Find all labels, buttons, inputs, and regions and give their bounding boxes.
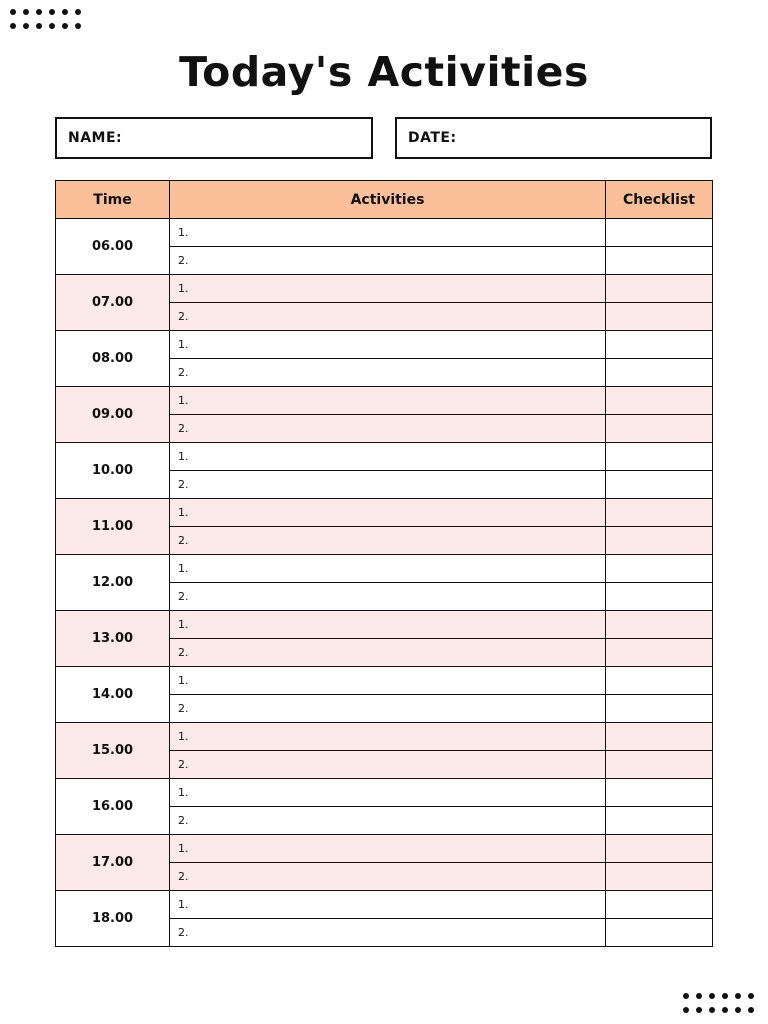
checklist-cell[interactable] bbox=[606, 835, 713, 863]
activity-cell[interactable]: 1. bbox=[170, 275, 606, 303]
activity-cell[interactable]: 2. bbox=[170, 247, 606, 275]
activity-cell[interactable]: 1. bbox=[170, 331, 606, 359]
time-cell: 12.00 bbox=[56, 555, 170, 611]
activity-cell[interactable]: 2. bbox=[170, 751, 606, 779]
activity-cell[interactable]: 2. bbox=[170, 863, 606, 891]
checklist-cell[interactable] bbox=[606, 863, 713, 891]
checklist-cell[interactable] bbox=[606, 695, 713, 723]
table-row bbox=[56, 275, 713, 303]
decorative-dots-top bbox=[10, 9, 81, 29]
time-cell: 14.00 bbox=[56, 667, 170, 723]
activity-cell[interactable]: 2. bbox=[170, 639, 606, 667]
activity-cell[interactable]: 1. bbox=[170, 219, 606, 247]
checklist-cell[interactable] bbox=[606, 807, 713, 835]
checklist-cell[interactable] bbox=[606, 555, 713, 583]
activity-cell[interactable]: 2. bbox=[170, 919, 606, 947]
checklist-cell[interactable] bbox=[606, 891, 713, 919]
table-row bbox=[56, 835, 713, 863]
table-header-row bbox=[56, 181, 713, 219]
checklist-cell[interactable] bbox=[606, 639, 713, 667]
time-cell: 18.00 bbox=[56, 891, 170, 947]
time-cell: 13.00 bbox=[56, 611, 170, 667]
table-row bbox=[56, 331, 713, 359]
activity-cell[interactable]: 1. bbox=[170, 443, 606, 471]
activity-cell[interactable]: 1. bbox=[170, 387, 606, 415]
checklist-cell[interactable] bbox=[606, 219, 713, 247]
checklist-cell[interactable] bbox=[606, 359, 713, 387]
time-cell: 15.00 bbox=[56, 723, 170, 779]
activity-cell[interactable]: 1. bbox=[170, 891, 606, 919]
activity-cell[interactable]: 2. bbox=[170, 583, 606, 611]
activity-cell[interactable]: 2. bbox=[170, 471, 606, 499]
activity-cell[interactable]: 2. bbox=[170, 359, 606, 387]
time-cell: 17.00 bbox=[56, 835, 170, 891]
checklist-cell[interactable] bbox=[606, 303, 713, 331]
checklist-cell[interactable] bbox=[606, 415, 713, 443]
table-row bbox=[56, 779, 713, 807]
table-row bbox=[56, 499, 713, 527]
activity-cell[interactable]: 1. bbox=[170, 723, 606, 751]
time-cell: 06.00 bbox=[56, 219, 170, 275]
time-cell: 16.00 bbox=[56, 779, 170, 835]
activity-cell[interactable]: 1. bbox=[170, 835, 606, 863]
checklist-cell[interactable] bbox=[606, 443, 713, 471]
table-row bbox=[56, 219, 713, 247]
header-activities: Activities bbox=[170, 181, 606, 219]
checklist-cell[interactable] bbox=[606, 667, 713, 695]
checklist-cell[interactable] bbox=[606, 247, 713, 275]
activity-cell[interactable]: 1. bbox=[170, 667, 606, 695]
activity-schedule-table bbox=[55, 180, 713, 947]
activity-cell[interactable]: 1. bbox=[170, 611, 606, 639]
checklist-cell[interactable] bbox=[606, 919, 713, 947]
schedule-body bbox=[56, 219, 713, 947]
time-cell: 07.00 bbox=[56, 275, 170, 331]
activity-cell[interactable]: 1. bbox=[170, 499, 606, 527]
checklist-cell[interactable] bbox=[606, 499, 713, 527]
table-row bbox=[56, 555, 713, 583]
name-field[interactable] bbox=[55, 117, 373, 159]
activity-cell[interactable]: 2. bbox=[170, 695, 606, 723]
table-row bbox=[56, 387, 713, 415]
header-checklist: Checklist bbox=[606, 181, 713, 219]
date-field[interactable] bbox=[395, 117, 712, 159]
activity-cell[interactable]: 2. bbox=[170, 807, 606, 835]
checklist-cell[interactable] bbox=[606, 723, 713, 751]
page-title: Today's Activities bbox=[179, 48, 589, 96]
checklist-cell[interactable] bbox=[606, 751, 713, 779]
activity-cell[interactable]: 1. bbox=[170, 779, 606, 807]
checklist-cell[interactable] bbox=[606, 471, 713, 499]
table-row bbox=[56, 667, 713, 695]
checklist-cell[interactable] bbox=[606, 583, 713, 611]
time-cell: 11.00 bbox=[56, 499, 170, 555]
table-row bbox=[56, 443, 713, 471]
header-time: Time bbox=[56, 181, 170, 219]
table-row bbox=[56, 723, 713, 751]
activity-cell[interactable]: 1. bbox=[170, 555, 606, 583]
checklist-cell[interactable] bbox=[606, 331, 713, 359]
time-cell: 09.00 bbox=[56, 387, 170, 443]
decorative-dots-bottom bbox=[683, 993, 754, 1013]
time-cell: 10.00 bbox=[56, 443, 170, 499]
activity-cell[interactable]: 2. bbox=[170, 415, 606, 443]
time-cell: 08.00 bbox=[56, 331, 170, 387]
activity-cell[interactable]: 2. bbox=[170, 303, 606, 331]
checklist-cell[interactable] bbox=[606, 611, 713, 639]
checklist-cell[interactable] bbox=[606, 527, 713, 555]
table-row bbox=[56, 891, 713, 919]
name-label: NAME: bbox=[68, 130, 123, 146]
checklist-cell[interactable] bbox=[606, 779, 713, 807]
activity-cell[interactable]: 2. bbox=[170, 527, 606, 555]
checklist-cell[interactable] bbox=[606, 387, 713, 415]
table-row bbox=[56, 611, 713, 639]
date-label: DATE: bbox=[408, 130, 457, 146]
checklist-cell[interactable] bbox=[606, 275, 713, 303]
